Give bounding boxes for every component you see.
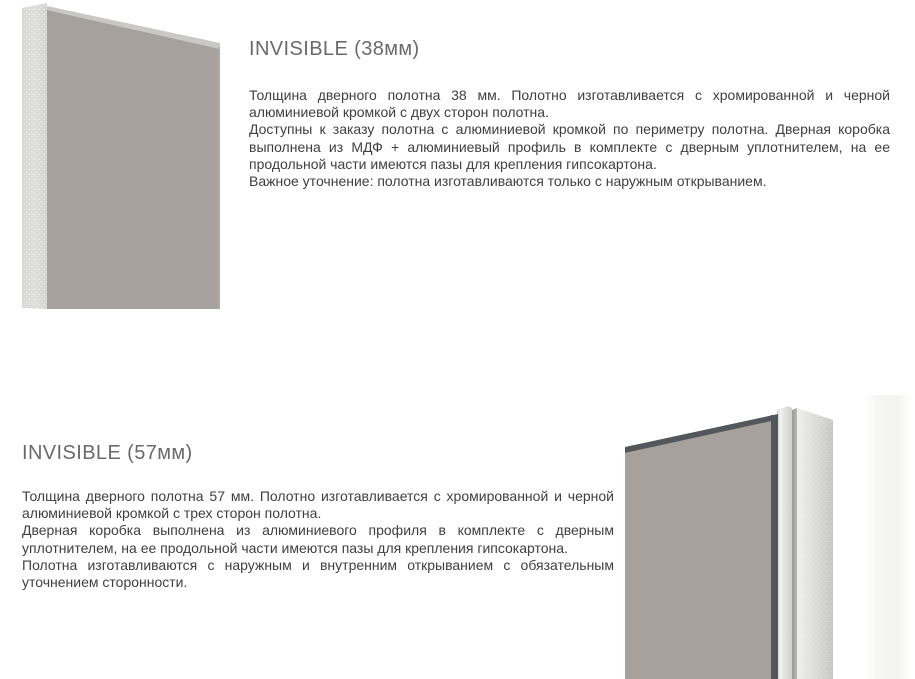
section-invisible-57 — [22, 440, 614, 591]
section-title-38: INVISIBLE (38мм) — [249, 38, 420, 60]
section-body-38 — [249, 87, 890, 190]
paragraph: Полотна изготавливаются с наружным и внутренним открыванием с обязательным уточнением сторонности. — [22, 556, 614, 591]
door-panel-57-image — [625, 395, 915, 679]
frame-groove — [792, 408, 797, 679]
door-panel-38-image — [18, 3, 222, 310]
aluminum-inner-flange — [777, 406, 792, 679]
door-57-dark-side-edge — [771, 415, 778, 679]
paragraph: Толщина дверного полотна 38 мм. Полотно изготавливается с хромированной и черной алюминиевой кромкой с двух сторон полотна. — [249, 87, 890, 121]
section-body-57 — [22, 488, 614, 591]
paragraph: Дверная коробка выполнена из алюминиевого профиля в комплекте с дверным уплотнителем, на ее продольной части имеются пазы для крепления гипсокартона. — [22, 522, 614, 556]
paragraph: Важное уточнение: полотна изготавливаются только с наружным открыванием. — [249, 173, 767, 190]
door-57-face — [625, 421, 771, 679]
section-invisible-38 — [249, 36, 890, 190]
paragraph: Толщина дверного полотна 57 мм. Полотно изготавливается с хромированной и черной алюминиевой кромкой с трех сторон полотна. — [22, 488, 614, 522]
wall-shadow-band — [865, 395, 911, 679]
section-title-57: INVISIBLE (57мм) — [22, 442, 193, 464]
door-38-face — [47, 10, 220, 309]
paragraph: Доступны к заказу полотна с алюминиевой кромкой по периметру полотна. Дверная коробка выполнена из МДФ + алюминиевый профиль в комплекте с дверным уплотнителем, на ее продольной части имеются пазы для крепления гипсокартона. — [249, 121, 890, 172]
